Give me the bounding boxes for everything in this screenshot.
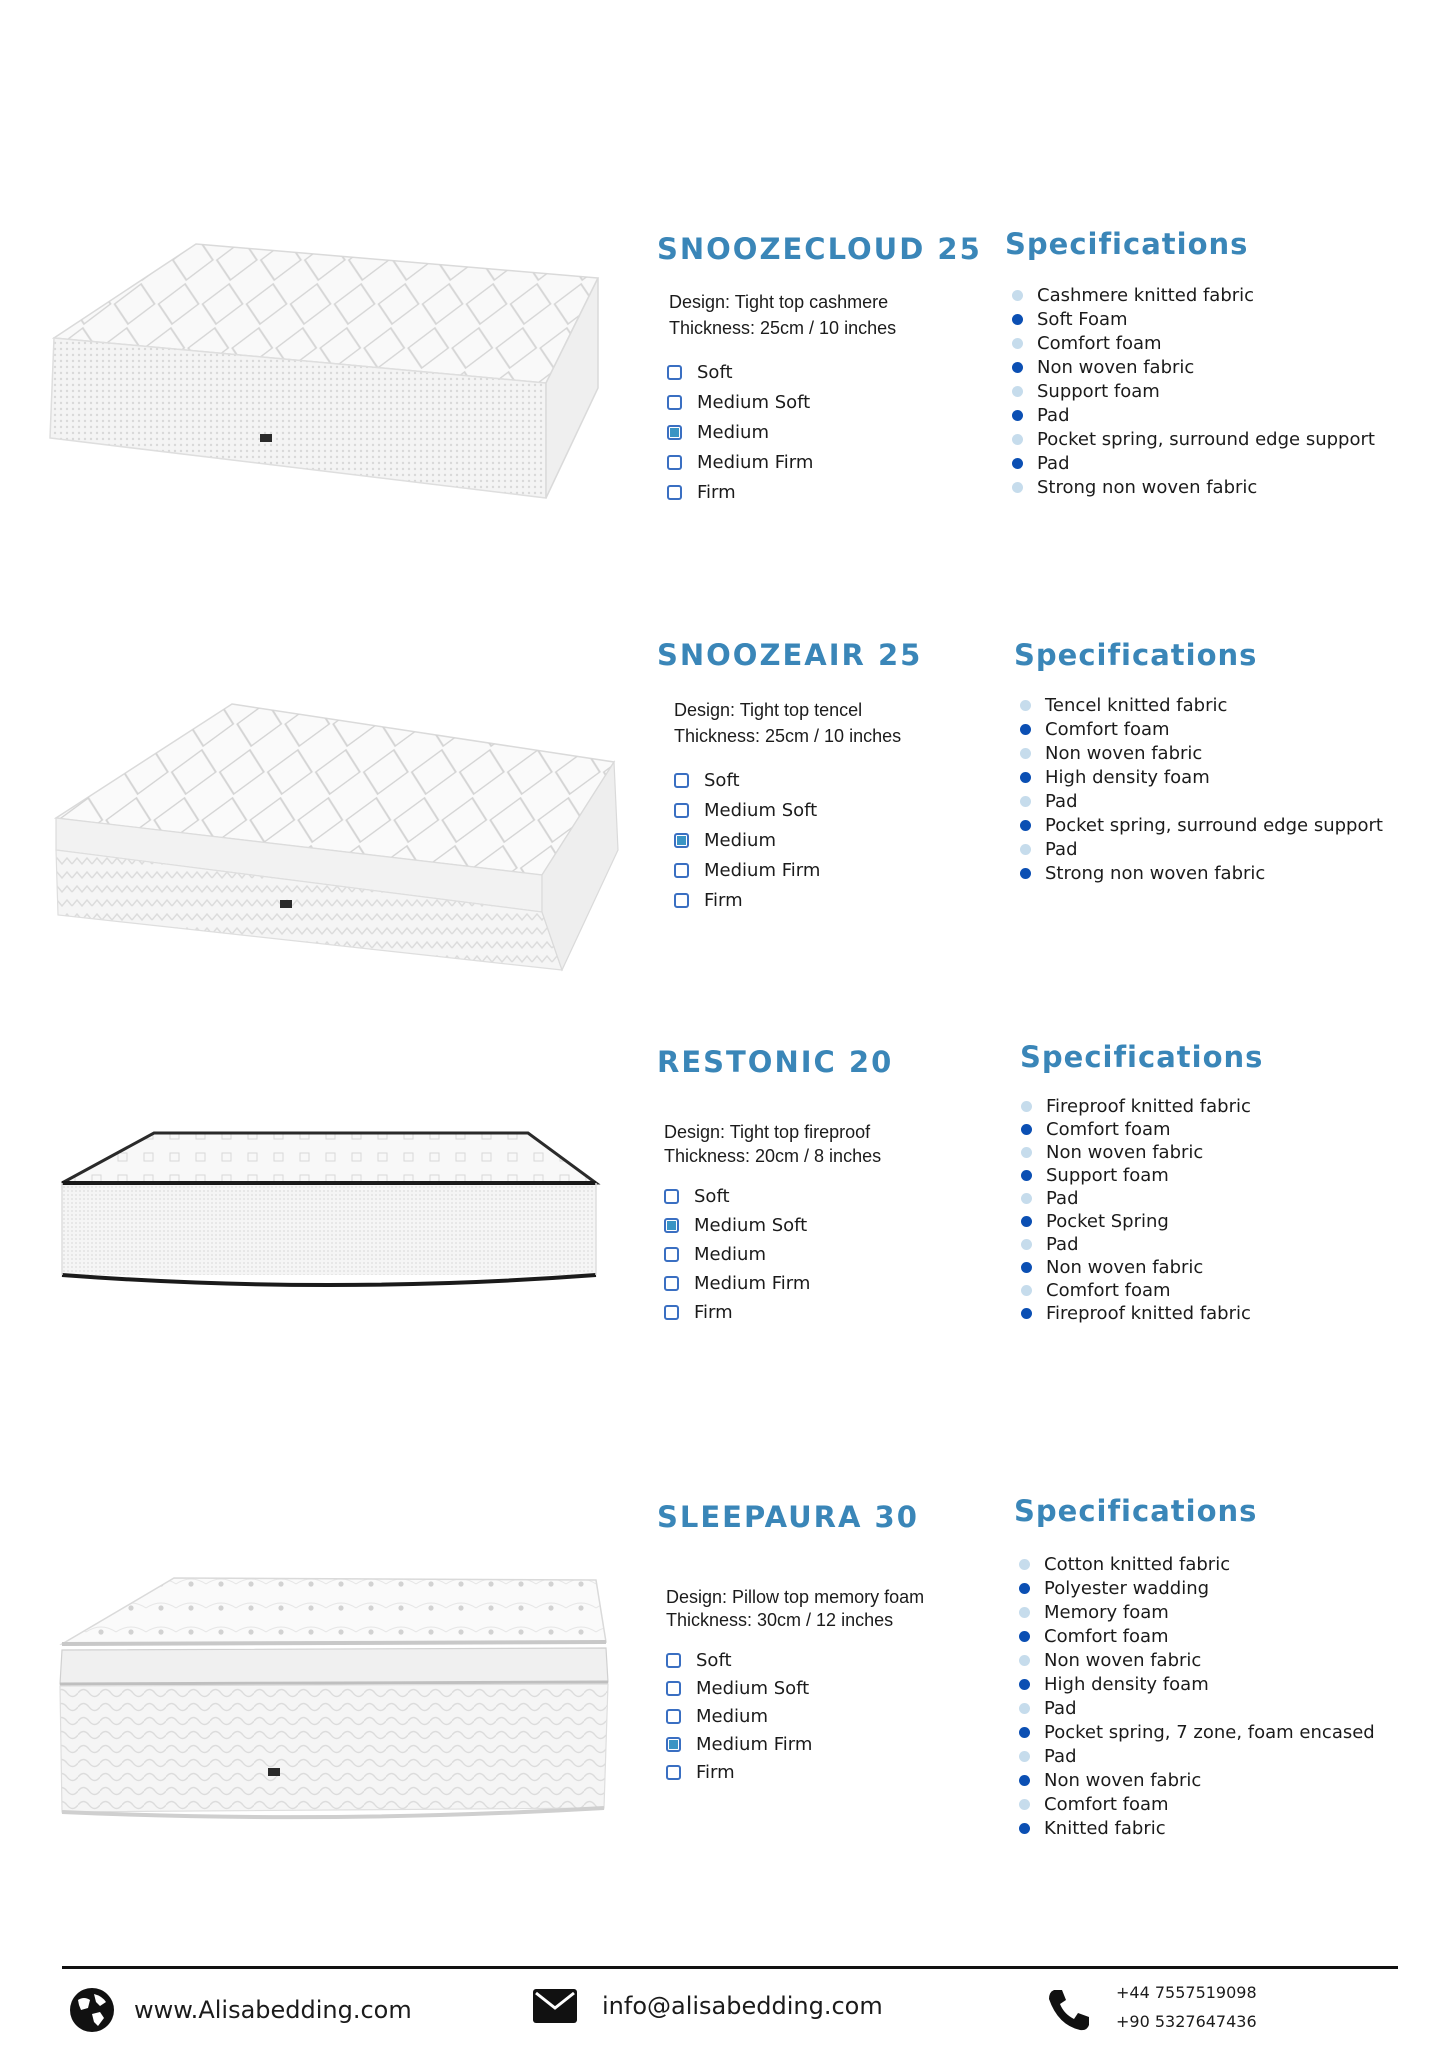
thickness-text: Thickness: 20cm / 8 inches xyxy=(664,1146,882,1166)
checkbox[interactable] xyxy=(664,1276,679,1291)
product-title: SNOOZECLOUD 25 xyxy=(657,232,982,266)
spec-item xyxy=(1019,1720,1375,1744)
spec-label: Comfort foam xyxy=(1046,1280,1171,1301)
firmness-label: Medium Soft xyxy=(697,391,811,413)
bullet-light xyxy=(1012,338,1023,349)
spec-label: Cotton knitted fabric xyxy=(1044,1553,1231,1575)
firmness-label: Medium Soft xyxy=(694,1215,808,1236)
checkbox[interactable] xyxy=(674,863,689,878)
spec-label: Comfort foam xyxy=(1045,718,1170,740)
bullet-light xyxy=(1019,1751,1030,1762)
specifications-title: Specifications xyxy=(1014,638,1258,672)
spec-item xyxy=(1020,813,1383,837)
firmness-label: Firm xyxy=(704,889,743,911)
design-text: Design: Tight top tencel xyxy=(674,700,863,720)
specifications-title: Specifications xyxy=(1020,1040,1264,1074)
spec-label: Pad xyxy=(1045,790,1078,812)
firmness-label: Soft xyxy=(697,361,733,383)
spec-item xyxy=(1019,1768,1375,1792)
spec-label: Support foam xyxy=(1037,380,1160,402)
bullet-dark xyxy=(1019,1727,1030,1738)
mattress-image xyxy=(52,700,622,975)
firmness-option[interactable] xyxy=(667,387,813,417)
firmness-option[interactable] xyxy=(667,357,813,387)
checkbox[interactable] xyxy=(667,395,682,410)
spec-item xyxy=(1019,1576,1375,1600)
spec-label: Soft Foam xyxy=(1037,308,1128,330)
spec-label: Fireproof knitted fabric xyxy=(1046,1303,1251,1324)
firmness-label: Medium Firm xyxy=(704,859,821,881)
spec-item xyxy=(1012,427,1375,451)
bullet-light xyxy=(1012,482,1023,493)
checkbox[interactable] xyxy=(667,485,682,500)
firmness-option[interactable] xyxy=(667,417,813,447)
bullet-light xyxy=(1019,1799,1030,1810)
firmness-option[interactable] xyxy=(664,1240,810,1269)
checkbox[interactable] xyxy=(666,1709,681,1724)
spec-item xyxy=(1019,1624,1375,1648)
spec-item xyxy=(1021,1210,1251,1233)
firmness-option[interactable] xyxy=(666,1730,812,1758)
phone-number-tr[interactable]: +90 5327647436 xyxy=(1116,2012,1257,2031)
firmness-label: Soft xyxy=(696,1649,732,1671)
specifications-list xyxy=(1012,283,1375,499)
spec-item xyxy=(1021,1187,1251,1210)
bullet-light xyxy=(1021,1285,1032,1296)
bullet-dark xyxy=(1012,458,1023,469)
firmness-label: Medium xyxy=(696,1705,768,1727)
firmness-option[interactable] xyxy=(666,1674,812,1702)
checkbox[interactable] xyxy=(664,1189,679,1204)
phone-icon xyxy=(1046,1987,1092,2033)
specifications-list xyxy=(1019,1552,1375,1840)
bullet-dark xyxy=(1019,1775,1030,1786)
firmness-label: Firm xyxy=(696,1761,735,1783)
firmness-option[interactable] xyxy=(674,765,820,795)
globe-icon xyxy=(68,1986,116,2034)
bullet-light xyxy=(1021,1193,1032,1204)
spec-item xyxy=(1021,1279,1251,1302)
firmness-label: Medium xyxy=(697,421,769,443)
spec-item xyxy=(1012,451,1375,475)
firmness-label: Medium Firm xyxy=(694,1273,811,1294)
checkbox[interactable] xyxy=(674,893,689,908)
spec-label: Fireproof knitted fabric xyxy=(1046,1096,1251,1117)
spec-label: Pad xyxy=(1046,1234,1079,1255)
firmness-list xyxy=(674,765,820,915)
spec-item xyxy=(1021,1141,1251,1164)
footer-email[interactable] xyxy=(532,1988,883,2024)
bullet-dark xyxy=(1012,314,1023,325)
spec-label: Comfort foam xyxy=(1044,1793,1169,1815)
spec-label: High density foam xyxy=(1044,1673,1209,1695)
bullet-light xyxy=(1021,1101,1032,1112)
bullet-dark xyxy=(1020,772,1031,783)
spec-item xyxy=(1012,307,1375,331)
firmness-option[interactable] xyxy=(674,795,820,825)
bullet-dark xyxy=(1019,1631,1030,1642)
specifications-title: Specifications xyxy=(1014,1494,1258,1528)
spec-label: Cashmere knitted fabric xyxy=(1037,284,1255,306)
spec-label: Polyester wadding xyxy=(1044,1577,1210,1599)
firmness-option[interactable] xyxy=(664,1211,810,1240)
bullet-light xyxy=(1012,434,1023,445)
spec-label: High density foam xyxy=(1045,766,1210,788)
spec-label: Non woven fabric xyxy=(1046,1257,1204,1278)
firmness-list xyxy=(667,357,813,507)
footer-website[interactable] xyxy=(68,1986,412,2034)
spec-label: Pocket Spring xyxy=(1046,1211,1169,1232)
bullet-dark xyxy=(1021,1262,1032,1273)
bullet-light xyxy=(1020,748,1031,759)
checkbox[interactable] xyxy=(664,1305,679,1320)
firmness-option[interactable] xyxy=(666,1702,812,1730)
spec-label: Pad xyxy=(1044,1697,1077,1719)
spec-label: Comfort foam xyxy=(1044,1625,1169,1647)
bullet-light xyxy=(1020,700,1031,711)
specifications-title: Specifications xyxy=(1005,227,1249,261)
spec-item xyxy=(1021,1164,1251,1187)
firmness-label: Medium Firm xyxy=(696,1733,813,1755)
spec-label: Non woven fabric xyxy=(1044,1769,1202,1791)
mattress-image xyxy=(46,238,606,500)
checkbox[interactable] xyxy=(667,455,682,470)
firmness-label: Soft xyxy=(694,1186,730,1207)
spec-label: Pocket spring, surround edge support xyxy=(1037,428,1375,450)
spec-item xyxy=(1021,1233,1251,1256)
firmness-list xyxy=(666,1646,812,1786)
spec-item xyxy=(1019,1648,1375,1672)
checkbox[interactable] xyxy=(666,1765,681,1780)
spec-item xyxy=(1012,403,1375,427)
firmness-label: Medium xyxy=(694,1244,766,1265)
product-title: RESTONIC 20 xyxy=(657,1045,894,1079)
checkbox-checked[interactable] xyxy=(674,833,689,848)
spec-item xyxy=(1012,475,1375,499)
checkbox[interactable] xyxy=(667,365,682,380)
bullet-light xyxy=(1020,844,1031,855)
firmness-list xyxy=(664,1182,810,1327)
bullet-dark xyxy=(1021,1308,1032,1319)
firmness-option[interactable] xyxy=(666,1646,812,1674)
spec-item xyxy=(1012,379,1375,403)
bullet-light xyxy=(1012,290,1023,301)
footer-phone[interactable] xyxy=(1046,1978,1257,2036)
bullet-dark xyxy=(1012,410,1023,421)
spec-label: Pocket spring, surround edge support xyxy=(1045,814,1383,836)
checkbox[interactable] xyxy=(666,1653,681,1668)
firmness-label: Medium Soft xyxy=(696,1677,810,1699)
bullet-light xyxy=(1021,1239,1032,1250)
bullet-dark xyxy=(1021,1216,1032,1227)
spec-item xyxy=(1019,1672,1375,1696)
firmness-label: Firm xyxy=(697,481,736,503)
spec-label: Non woven fabric xyxy=(1044,1649,1202,1671)
spec-item xyxy=(1020,765,1383,789)
spec-label: Non woven fabric xyxy=(1045,742,1203,764)
checkbox-checked[interactable] xyxy=(666,1737,681,1752)
checkbox[interactable] xyxy=(674,803,689,818)
firmness-label: Soft xyxy=(704,769,740,791)
spec-item xyxy=(1019,1696,1375,1720)
spec-label: Support foam xyxy=(1046,1165,1169,1186)
website-link[interactable]: www.Alisabedding.com xyxy=(134,1996,412,2024)
checkbox[interactable] xyxy=(674,773,689,788)
firmness-option[interactable] xyxy=(664,1269,810,1298)
firmness-label: Firm xyxy=(694,1302,733,1323)
spec-label: Pad xyxy=(1037,452,1070,474)
bullet-dark xyxy=(1021,1170,1032,1181)
spec-item xyxy=(1021,1118,1251,1141)
product-title: SLEEPAURA 30 xyxy=(657,1500,919,1534)
bullet-light xyxy=(1021,1147,1032,1158)
thickness-text: Thickness: 25cm / 10 inches xyxy=(669,318,897,338)
checkbox[interactable] xyxy=(666,1681,681,1696)
firmness-label: Medium xyxy=(704,829,776,851)
bullet-light xyxy=(1012,386,1023,397)
checkbox-checked[interactable] xyxy=(667,425,682,440)
firmness-label: Medium Soft xyxy=(704,799,818,821)
spec-item xyxy=(1020,837,1383,861)
spec-label: Strong non woven fabric xyxy=(1045,862,1266,884)
bullet-dark xyxy=(1021,1124,1032,1135)
envelope-icon xyxy=(532,1988,578,2024)
spec-item xyxy=(1020,789,1383,813)
bullet-dark xyxy=(1020,820,1031,831)
spec-item xyxy=(1012,283,1375,307)
spec-item xyxy=(1012,331,1375,355)
spec-item xyxy=(1021,1256,1251,1279)
spec-label: Pocket spring, 7 zone, foam encased xyxy=(1044,1721,1375,1743)
spec-item xyxy=(1020,741,1383,765)
bullet-dark xyxy=(1020,724,1031,735)
spec-item xyxy=(1019,1816,1375,1840)
firmness-option[interactable] xyxy=(667,447,813,477)
email-link[interactable]: info@alisabedding.com xyxy=(602,1992,883,2020)
product-title: SNOOZEAIR 25 xyxy=(657,638,923,672)
firmness-option[interactable] xyxy=(666,1758,812,1786)
spec-label: Non woven fabric xyxy=(1037,356,1195,378)
checkbox-checked[interactable] xyxy=(664,1218,679,1233)
bullet-dark xyxy=(1019,1679,1030,1690)
spec-item xyxy=(1012,355,1375,379)
spec-label: Comfort foam xyxy=(1037,332,1162,354)
spec-label: Memory foam xyxy=(1044,1601,1169,1623)
firmness-option[interactable] xyxy=(674,885,820,915)
bullet-light xyxy=(1019,1607,1030,1618)
spec-label: Strong non woven fabric xyxy=(1037,476,1258,498)
bullet-light xyxy=(1019,1559,1030,1570)
firmness-option[interactable] xyxy=(667,477,813,507)
spec-label: Pad xyxy=(1037,404,1070,426)
spec-item xyxy=(1019,1744,1375,1768)
specifications-list xyxy=(1021,1095,1251,1325)
spec-item xyxy=(1019,1792,1375,1816)
bullet-dark xyxy=(1019,1823,1030,1834)
checkbox[interactable] xyxy=(664,1247,679,1262)
firmness-label: Medium Firm xyxy=(697,451,814,473)
mattress-image xyxy=(56,1572,616,1840)
bullet-light xyxy=(1019,1655,1030,1666)
thickness-text: Thickness: 30cm / 12 inches xyxy=(666,1610,894,1630)
mattress-image xyxy=(58,1125,610,1375)
design-text: Design: Tight top cashmere xyxy=(669,292,889,312)
spec-item xyxy=(1020,717,1383,741)
spec-label: Knitted fabric xyxy=(1044,1817,1166,1839)
bullet-dark xyxy=(1012,362,1023,373)
spec-label: Pad xyxy=(1044,1745,1077,1767)
spec-item xyxy=(1019,1600,1375,1624)
thickness-text: Thickness: 25cm / 10 inches xyxy=(674,726,902,746)
bullet-dark xyxy=(1020,868,1031,879)
firmness-option[interactable] xyxy=(674,855,820,885)
spec-label: Pad xyxy=(1046,1188,1079,1209)
firmness-option[interactable] xyxy=(664,1182,810,1211)
spec-label: Pad xyxy=(1045,838,1078,860)
phone-number-uk[interactable]: +44 7557519098 xyxy=(1116,1983,1257,2002)
spec-item xyxy=(1021,1302,1251,1325)
spec-item xyxy=(1021,1095,1251,1118)
design-text: Design: Pillow top memory foam xyxy=(666,1587,925,1607)
spec-item xyxy=(1020,693,1383,717)
spec-label: Tencel knitted fabric xyxy=(1045,694,1228,716)
spec-label: Non woven fabric xyxy=(1046,1142,1204,1163)
bullet-light xyxy=(1020,796,1031,807)
spec-item xyxy=(1020,861,1383,885)
specifications-list xyxy=(1020,693,1383,885)
spec-label: Comfort foam xyxy=(1046,1119,1171,1140)
phone-numbers xyxy=(1116,1978,1257,2036)
firmness-option[interactable] xyxy=(664,1298,810,1327)
firmness-option[interactable] xyxy=(674,825,820,855)
footer-divider xyxy=(62,1966,1398,1969)
design-text: Design: Tight top fireproof xyxy=(664,1122,871,1142)
spec-item xyxy=(1019,1552,1375,1576)
bullet-dark xyxy=(1019,1583,1030,1594)
bullet-light xyxy=(1019,1703,1030,1714)
